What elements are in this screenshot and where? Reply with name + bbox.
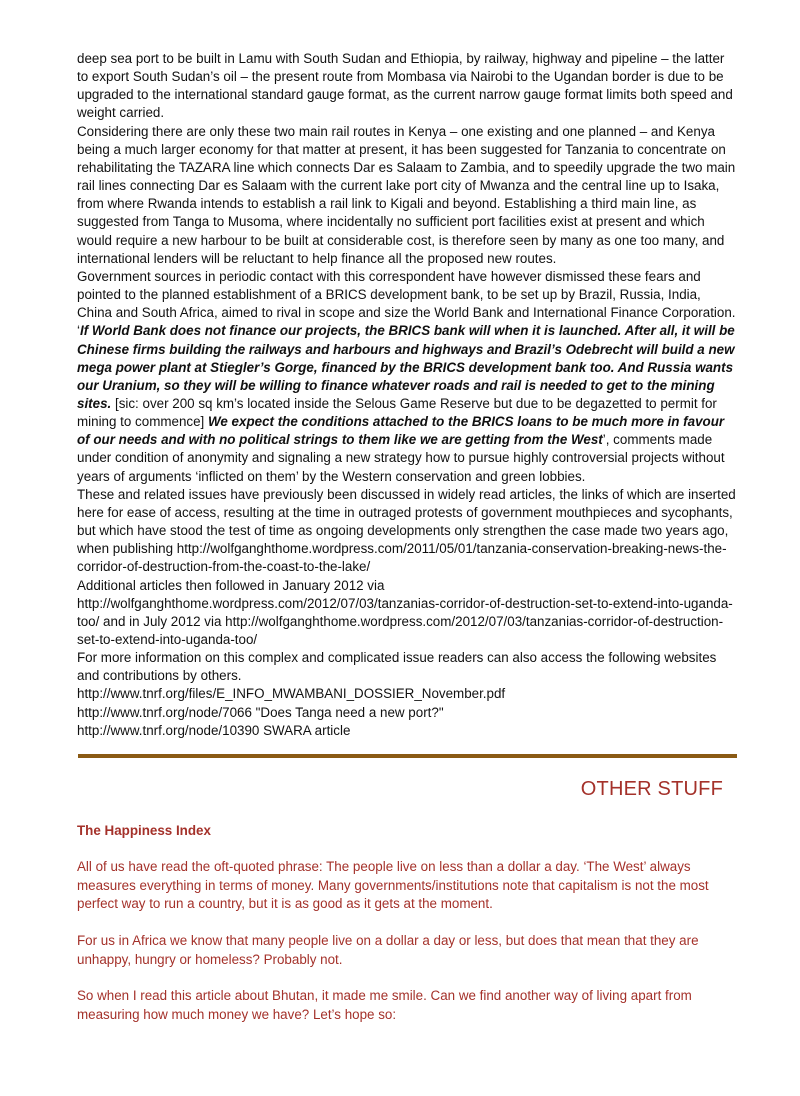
brics-text-intro: Government sources in periodic contact with this correspondent have however dismissed these fears and pointed to the planned establishment of a BRICS development bank, to be set up by Brazil, Russia, India, China and South Africa, aimed to rival in scope and size the World Bank and International Finance Corporation. ‘: [77, 268, 736, 339]
link-swara-article[interactable]: http://www.tnrf.org/node/10390 SWARA article: [77, 722, 351, 738]
happiness-index-subheading: The Happiness Index: [77, 823, 211, 838]
happiness-paragraph-2-text: For us in Africa we know that many people live on a dollar a day or less, but does that mean that they are unhappy, hungry or homeless? Probably not.: [77, 933, 699, 967]
brics-quote-1: If World Bank does not finance our projects, the BRICS bank will when it is launched. After all, it will be Chinese firms building the railways and harbours and highways and Brazil’s Odebrecht will build a new mega power plant at Stiegler’s Gorge, financed by the BRICS development bank too. And Russia wants our Uranium, so they will be willing to finance whatever roads and rail is needed to get to the mining sites.: [77, 323, 735, 411]
paragraph-previous-articles: These and related issues have previously been discussed in widely read articles, the links of which are inserted here for ease of access, resulting at the time in outraged protests of government mouthpieces and sycophants, but which have stood the test of time as ongoing developments only strengthen the case made two years ago, when publishing http://wolfganghthome.wordpress.com/2011/05/01/tanzania-conservation-breaking-news-the-corridor-of-destruction-from-the-coast-to-the-lake/: [77, 486, 736, 575]
happiness-paragraph-1: [77, 858, 737, 914]
brics-text-sic: [sic: over 200 sq km’s located inside the Selous Game Reserve but due to be degazetted to permit for mining to commence]: [77, 395, 717, 430]
happiness-paragraph-3-text: So when I read this article about Bhutan, it made me smile. Can we find another way of living apart from measuring how much money we have? Let’s hope so:: [77, 988, 692, 1022]
article-body: [77, 50, 737, 740]
paragraph-additional-articles: Additional articles then followed in January 2012 via http://wolfganghthome.wordpress.com/2012/07/03/tanzanias-corridor-of-destruction-set-to-extend-into-uganda-too/ and in July 2012 via http://wolfganghthome.wordpress.com/2012/07/03/tanzanias-corridor-of-destruction-set-to-extend-into-uganda-too/: [77, 577, 733, 647]
happiness-paragraph-3: [77, 987, 737, 1024]
happiness-paragraph-1-text: All of us have read the oft-quoted phrase: The people live on less than a dollar a day. ‘The West’ always measures everything in terms of money. Many governments/institutions note that capitalism is not the most perfect way to run a country, but it is as good as it gets at the moment.: [77, 859, 709, 912]
paragraph-lamu-port: deep sea port to be built in Lamu with South Sudan and Ethiopia, by railway, highway and pipeline – the latter to export South Sudan’s oil – the present route from Mombasa via Nairobi to the Ugandan border is due to be upgraded to the international standard gauge format, as the current narrow gauge format limits both speed and weight carried.: [77, 51, 733, 121]
brics-text-outro: ’, comments made under condition of anonymity and signaling a new strategy how to pursue highly controversial projects without years of arguments ‘inflicted on them’ by the Western conservation and green lobbies.: [77, 432, 725, 484]
other-stuff-heading: OTHER STUFF: [580, 778, 723, 800]
section-divider: [78, 754, 737, 758]
brics-quote-2: We expect the conditions attached to the BRICS loans to be much more in favour of our needs and with no political strings to them like we are getting from the West: [77, 414, 725, 448]
link-tanga-port[interactable]: http://www.tnrf.org/node/7066 "Does Tanga need a new port?": [77, 704, 444, 720]
paragraph-rail-routes: Considering there are only these two main rail routes in Kenya – one existing and one planned – and Kenya being a much larger economy for that matter at present, it has been suggested for Tanzania to concentrate on rehabilitating the TAZARA line which connects Dar es Salaam to Zambia, and to speedily upgrade the two main rail lines connecting Dar es Salaam with the current lake port city of Mwanza and the central line up to Isaka, from where Rwanda intends to establish a rail link to Kigali and beyond. Establishing a third main line, as suggested from Tanga to Musoma, where incidentally no sufficient port facilities exist at present and which would require a new harbour to be built at considerable cost, is therefore seen by many as one too many, and international lenders will be reluctant to help finance all the proposed new routes.: [77, 123, 736, 266]
paragraph-brics-bank: [77, 268, 737, 486]
link-mwambani-dossier[interactable]: http://www.tnrf.org/files/E_INFO_MWAMBANI_DOSSIER_November.pdf: [77, 686, 506, 702]
paragraph-more-information: For more information on this complex and complicated issue readers can also access the following websites and contributions by others.: [77, 650, 717, 684]
happiness-paragraph-2: [77, 932, 737, 969]
